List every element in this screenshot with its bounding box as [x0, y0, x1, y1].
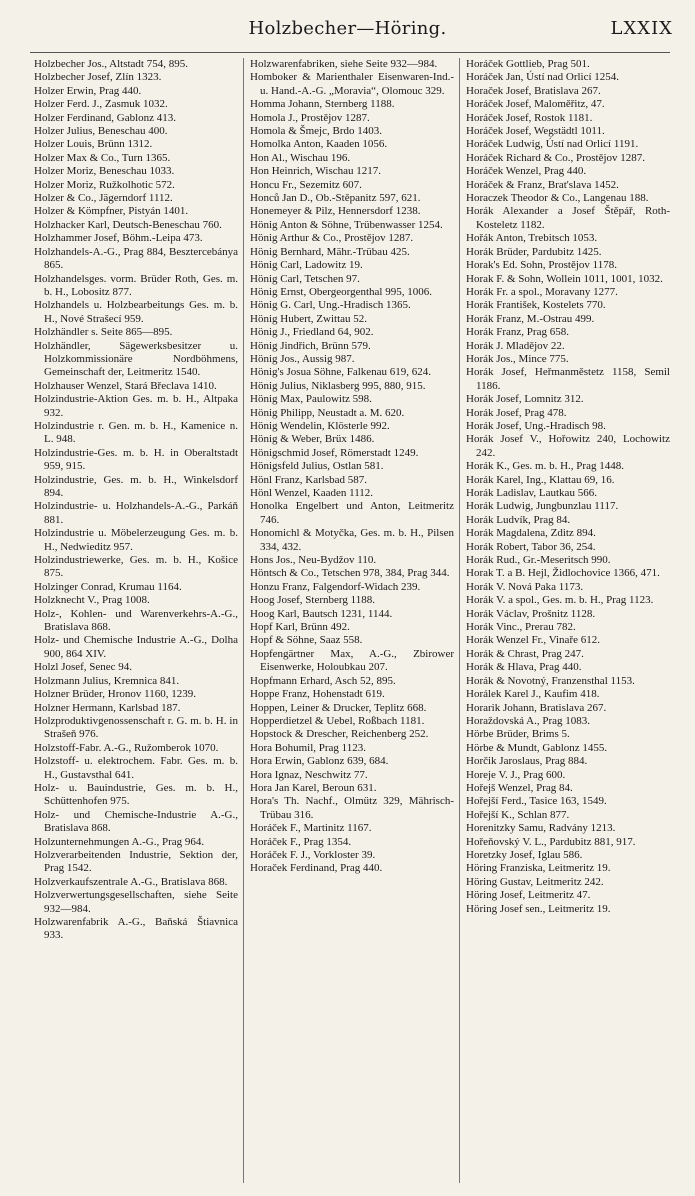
- directory-entry: Horáček & Franz, Brat'slava 1452.: [466, 178, 619, 191]
- directory-entry: Hönig Jos., Aussig 987.: [250, 352, 355, 365]
- directory-entry: Holzindustrie-Ges. m. b. H. in Oberaltstadt 959, 915.: [34, 446, 238, 473]
- directory-entry: Horarik Johann, Bratislava 267.: [466, 701, 607, 714]
- directory-entry: Honemeyer & Pilz, Hennersdorf 1238.: [250, 205, 421, 218]
- directory-entry: Holzhandels u. Holzbearbeitungs Ges. m. b. H., Nové Strašecí 959.: [34, 299, 238, 325]
- directory-entry: Hönigsfeld Julius, Ostlan 581.: [250, 460, 384, 473]
- directory-entry: Holzhandels-A.-G., Prag 884, Besztercebánya 865.: [34, 245, 238, 272]
- directory-entry: Horáček F., Prag 1354.: [250, 835, 352, 848]
- directory-entry: Horaček Ferdinand, Prag 440.: [250, 862, 383, 875]
- directory-entry: Horáček F. J., Vorkloster 39.: [250, 848, 376, 861]
- directory-entry: Hon Al., Wischau 196.: [250, 151, 351, 164]
- directory-entry: Holzer Julius, Beneschau 400.: [34, 125, 168, 138]
- directory-entry: Hönig G. Carl, Ung.-Hradisch 1365.: [250, 299, 411, 312]
- directory-entry: Horaček Josef, Bratislava 267.: [466, 84, 601, 97]
- directory-entry: Holzhauser Wenzel, Stará Břeclava 1410.: [34, 379, 217, 392]
- directory-entry: Horák & Chrast, Prag 247.: [466, 647, 584, 660]
- page-header: [0, 14, 695, 44]
- directory-entry: Homolka Anton, Kaaden 1056.: [250, 138, 388, 151]
- directory-entry: Hopf & Söhne, Saaz 558.: [250, 634, 363, 647]
- directory-entry: Horák Karel, Ing., Klattau 69, 16.: [466, 473, 615, 486]
- directory-entry: Holzner Hermann, Karlsbad 187.: [34, 701, 181, 714]
- directory-entry: Horáček Josef, Rostok 1181.: [466, 111, 593, 124]
- directory-entry: Horák J. Mladějov 22.: [466, 339, 565, 352]
- directory-entry: Horák Jos., Mince 775.: [466, 352, 569, 365]
- directory-entry: Honomichl & Motyčka, Ges. m. b. H., Pilsen 334, 432.: [250, 527, 454, 553]
- directory-entry: Hons Jos., Neu-Bydžov 110.: [250, 554, 377, 567]
- directory-entry: Honolka Engelbert und Anton, Leitmeritz 746.: [250, 500, 454, 526]
- directory-entry: Höring Josef sen., Leitmeritz 19.: [466, 902, 611, 915]
- directory-entry: Horák K., Ges. m. b. H., Prag 1448.: [466, 460, 624, 473]
- header-rule: [30, 52, 670, 53]
- directory-entry: Homola J., Prostějov 1287.: [250, 111, 370, 124]
- directory-entry: Holz- u. Bauindustrie, Ges. m. b. H., Schüttenhofen 975.: [34, 781, 238, 808]
- directory-entry: Homma Johann, Sternberg 1188.: [250, 98, 395, 111]
- directory-entry: Hönig Julius, Niklasberg 995, 880, 915.: [250, 379, 426, 392]
- directory-entry: Horák & Hlava, Prag 440.: [466, 661, 582, 674]
- directory-entry: Holzer Erwin, Prag 440.: [34, 84, 142, 97]
- directory-entry: Höntsch & Co., Tetschen 978, 384, Prag 344.: [250, 567, 450, 580]
- directory-entry: Hopperdietzel & Uebel, Roßbach 1181.: [250, 714, 425, 727]
- directory-entry: Hönig & Weber, Brüx 1486.: [250, 433, 375, 446]
- directory-entry: Horaczek Theodor & Co., Langenau 188.: [466, 192, 649, 205]
- directory-entry: Holz- und Chemische Industrie A.-G., Dolha 900, 864 XIV.: [34, 634, 238, 660]
- directory-entry: Hořejší K., Schlan 877.: [466, 808, 570, 821]
- directory-entry: Hönig Arthur & Co., Prostějov 1287.: [250, 232, 414, 245]
- directory-entry: Holzwarenfabriken, siehe Seite 932—984.: [250, 58, 438, 70]
- directory-entry: Horáček Wenzel, Prag 440.: [466, 165, 587, 178]
- directory-entry: Horák Josef, Ung.-Hradisch 98.: [466, 419, 606, 432]
- directory-entry: Holzbecher Jos., Altstadt 754, 895.: [34, 58, 188, 70]
- directory-entry: Holzindustrie u. Möbelerzeugung Ges. m. b. H., Nedwieditz 957.: [34, 527, 238, 553]
- directory-entry: Holzer Max & Co., Turn 1365.: [34, 151, 171, 164]
- directory-entry: Hoppen, Leiner & Drucker, Teplitz 668.: [250, 701, 427, 714]
- directory-entry: Horak's Ed. Sohn, Prostějov 1178.: [466, 259, 617, 272]
- directory-entry: Honzu Franz, Falgendorf-Widach 239.: [250, 580, 421, 593]
- directory-entry: Hopfengärtner Max, A.-G., Zbirower Eisenwerke, Holoubkau 207.: [250, 647, 454, 674]
- directory-entry: Hořejš Wenzel, Prag 84.: [466, 781, 573, 794]
- directory-entry: Homboker & Marienthaler Eisenwaren-Ind.- u. Hand.-A.-G. „Moravia“, Olomouc 329.: [250, 71, 454, 97]
- directory-entry: Holzindustrie- u. Holzhandels-A.-G., Parkáň 881.: [34, 500, 238, 526]
- directory-entry: Horák Robert, Tabor 36, 254.: [466, 540, 596, 553]
- directory-entry: Hönl Wenzel, Kaaden 1112.: [250, 487, 374, 499]
- directory-entry: Holzer Ferd. J., Zasmuk 1032.: [34, 98, 168, 111]
- directory-entry: Horak T. a B. Hejl, Židlochovice 1366, 471.: [466, 567, 660, 580]
- directory-entry: Holzer Louis, Brünn 1312.: [34, 138, 153, 151]
- directory-entry: Horeje V. J., Prag 600.: [466, 768, 566, 781]
- directory-entry: Holzmann Julius, Kremnica 841.: [34, 674, 180, 687]
- directory-entry: Hořeňovský V. L., Pardubitz 881, 917.: [466, 835, 636, 848]
- column-divider: [459, 58, 460, 1183]
- directory-entry: Horáček Jan, Ústí nad Orlicí 1254.: [466, 71, 620, 84]
- directory-entry: Hopfmann Erhard, Asch 52, 895.: [250, 674, 396, 687]
- directory-entry: Horák Ladislav, Lautkau 566.: [466, 487, 597, 499]
- directory-entry: Hönig Max, Paulowitz 598.: [250, 393, 372, 406]
- directory-entry: Hönig Ernst, Obergeorgenthal 995, 1006.: [250, 285, 432, 298]
- directory-entry: Hönig Wendelin, Klösterle 992.: [250, 419, 390, 432]
- directory-entry: Hörbe Brüder, Brims 5.: [466, 728, 570, 741]
- directory-entry: Horák Franz, Prag 658.: [466, 326, 569, 339]
- directory-entry: Hörbe & Mundt, Gablonz 1455.: [466, 741, 608, 754]
- directory-entry: Holzindustriewerke, Ges. m. b. H., Košice 875.: [34, 554, 238, 580]
- directory-entry: Horák Franz, M.-Ostrau 499.: [466, 312, 595, 325]
- directory-entry: Holzindustrie r. Gen. m. b. H., Kamenice n. L. 948.: [34, 419, 238, 446]
- directory-entry: Holzindustrie-Aktion Ges. m. b. H., Altpaka 932.: [34, 393, 238, 419]
- directory-entry: Hönig Hubert, Zwittau 52.: [250, 312, 368, 325]
- directory-entry: Horáček Josef, Wegstädtl 1011.: [466, 125, 605, 138]
- directory-entry: Hönigschmid Josef, Römerstadt 1249.: [250, 446, 419, 459]
- directory-entry: Horák Magdalena, Zditz 894.: [466, 527, 596, 540]
- directory-entry: Horák Fr. a spol., Moravany 1277.: [466, 285, 618, 298]
- directory-entry: Homola & Šmejc, Brdo 1403.: [250, 125, 382, 138]
- directory-entry: Holzwarenfabrik A.-G., Baňská Štiavnica 933.: [34, 916, 238, 942]
- directory-entry: Horák František, Kostelets 770.: [466, 299, 606, 312]
- directory-entry: Horáček Ludwig, Ústí nad Orlicí 1191.: [466, 138, 639, 151]
- directory-entry: Holzhändler s. Seite 865—895.: [34, 326, 173, 339]
- directory-entry: Holzl Josef, Senec 94.: [34, 661, 133, 674]
- column-3: [466, 58, 670, 1183]
- directory-entry: Horáček F., Martinitz 1167.: [250, 822, 372, 835]
- directory-entry: Höring Josef, Leitmeritz 47.: [466, 889, 591, 902]
- directory-entry: Honcu Fr., Sezemitz 607.: [250, 178, 362, 191]
- directory-entry: Honců Jan D., Ob.-Stěpanitz 597, 621.: [250, 192, 421, 205]
- directory-entry: Hoppe Franz, Hohenstadt 619.: [250, 688, 385, 701]
- directory-entry: Horetzky Josef, Iglau 586.: [466, 848, 583, 861]
- column-divider: [243, 58, 244, 1183]
- directory-entry: Hora Bohumil, Prag 1123.: [250, 741, 366, 754]
- directory-entry: Horák Brüder, Pardubitz 1425.: [466, 245, 602, 258]
- directory-entry: Hönig Carl, Tetschen 97.: [250, 272, 360, 285]
- directory-entry: Hora Ignaz, Neschwitz 77.: [250, 768, 368, 781]
- directory-entry: Holzbecher Josef, Zlín 1323.: [34, 71, 162, 84]
- directory-entry: Horák Josef, Lomnitz 312.: [466, 393, 584, 406]
- directory-entry: Holzhändler, Sägewerksbesitzer u. Holzkommissionäre Nordböhmens, Gemeinschaft der, Leitmeritz 1540.: [34, 339, 238, 379]
- directory-entry: Holzer Moriz, Beneschau 1033.: [34, 165, 175, 178]
- directory-entry: Holzer & Co., Jägerndorf 1112.: [34, 192, 173, 205]
- directory-entry: Horák Václav, Prošnitz 1128.: [466, 607, 596, 620]
- directory-entry: Holzverwertungsgesellschaften, siehe Seite 932—984.: [34, 889, 238, 915]
- directory-entry: Horák Ludvík, Prag 84.: [466, 513, 571, 526]
- directory-entry: Horenitzky Samu, Radvány 1213.: [466, 822, 616, 835]
- directory-entry: Horálek Karel J., Kaufim 418.: [466, 688, 600, 701]
- directory-entry: Horčik Jaroslaus, Prag 884.: [466, 755, 588, 768]
- directory-entry: Hořejší Ferd., Tasice 163, 1549.: [466, 795, 607, 808]
- directory-entry: Hon Heinrich, Wischau 1217.: [250, 165, 382, 178]
- directory-entry: Hora Jan Karel, Beroun 631.: [250, 781, 377, 794]
- directory-entry: Horáček Josef, Maloměřitz, 47.: [466, 98, 605, 111]
- directory-entry: Holzverarbeitenden Industrie, Sektion der, Prag 1542.: [34, 848, 238, 875]
- directory-entry: Horák Ludwig, Jungbunzlau 1117.: [466, 500, 619, 513]
- directory-entry: Holzhacker Karl, Deutsch-Beneschau 760.: [34, 218, 222, 231]
- directory-entry: Holzunternehmungen A.-G., Prag 964.: [34, 835, 205, 848]
- directory-entry: Horák Rud., Gr.-Meseritsch 990.: [466, 554, 611, 567]
- directory-entry: Holz- und Chemische-Industrie A.-G., Bratislava 868.: [34, 808, 238, 835]
- directory-entry: Horák Alexander a Josef Štěpář, Roth-Kosteletz 1182.: [466, 205, 670, 231]
- directory-entry: Hora's Th. Nachf., Olmütz 329, Mährisch-Trübau 316.: [250, 795, 454, 821]
- directory-entry: Holzer & Kömpfner, Pistyán 1401.: [34, 205, 189, 218]
- directory-entry: Hönig's Josua Söhne, Falkenau 619, 624.: [250, 366, 432, 379]
- directory-entry: Holzhammer Josef, Böhm.-Leipa 473.: [34, 232, 203, 245]
- directory-entry: Holzverkaufszentrale A.-G., Bratislava 868.: [34, 875, 228, 888]
- page-number: LXXIX: [610, 18, 673, 39]
- directory-entry: Horák V. a spol., Ges. m. b. H., Prag 1123.: [466, 594, 654, 607]
- directory-entry: Hopstock & Drescher, Reichenberg 252.: [250, 728, 429, 741]
- directory-entry: Hönig Jindřich, Brünn 579.: [250, 339, 371, 352]
- directory-entry: Holzstoff-Fabr. A.-G., Ružomberok 1070.: [34, 741, 219, 754]
- directory-entry: Hönig Carl, Ladowitz 19.: [250, 259, 363, 272]
- directory-entry: Holzstoff- u. elektrochem. Fabr. Ges. m. b. H., Gustavsthal 641.: [34, 755, 238, 781]
- directory-entry: Horák Wenzel Fr., Vinaře 612.: [466, 634, 600, 647]
- directory-entry: Hořák Anton, Trebitsch 1053.: [466, 232, 598, 245]
- entry-columns: [30, 58, 670, 1183]
- directory-entry: Hora Erwin, Gablonz 639, 684.: [250, 755, 389, 768]
- directory-entry: Holzinger Conrad, Krumau 1164.: [34, 580, 182, 593]
- directory-entry: Horáček Gottlieb, Prag 501.: [466, 58, 590, 70]
- directory-entry: Hönig Anton & Söhne, Trübenwasser 1254.: [250, 218, 443, 231]
- directory-entry: Holz-, Kohlen- und Warenverkehrs-A.-G., Bratislava 868.: [34, 607, 238, 634]
- directory-entry: Horaždovská A., Prag 1083.: [466, 714, 591, 727]
- directory-entry: Horák Vinc., Prerau 782.: [466, 621, 576, 634]
- directory-entry: Höring Franziska, Leitmeritz 19.: [466, 862, 611, 875]
- directory-entry: Hönig Bernhard, Mähr.-Trübau 425.: [250, 245, 410, 258]
- directory-entry: Hoog Karl, Bautsch 1231, 1144.: [250, 607, 393, 620]
- directory-entry: Horák Josef, Prag 478.: [466, 406, 567, 419]
- directory-entry: Horák & Novotný, Franzensthal 1153.: [466, 674, 635, 687]
- directory-entry: Holzproduktivgenossenschaft r. G. m. b. H. in Strašeň 976.: [34, 714, 238, 741]
- directory-entry: Horák Josef V., Hořowitz 240, Lochowitz 242.: [466, 433, 670, 459]
- directory-entry: Horák Josef, Heřmanměstetz 1158, Semil 1186.: [466, 366, 670, 392]
- directory-entry: Hönig J., Friedland 64, 902.: [250, 326, 374, 339]
- directory-entry: Horak F. & Sohn, Wollein 1011, 1001, 1032.: [466, 272, 663, 285]
- directory-entry: Höring Gustav, Leitmeritz 242.: [466, 875, 604, 888]
- column-1: [34, 58, 238, 1183]
- directory-entry: Hönig Philipp, Neustadt a. M. 620.: [250, 406, 405, 419]
- directory-entry: Hoog Josef, Sternberg 1188.: [250, 594, 375, 607]
- directory-entry: Horák V. Nová Paka 1173.: [466, 580, 584, 593]
- directory-entry: Hönl Franz, Karlsbad 587.: [250, 473, 368, 486]
- column-2: [250, 58, 454, 1183]
- directory-entry: Hopf Karl, Brünn 492.: [250, 621, 350, 634]
- page-title: Holzbecher—Höring.: [248, 18, 447, 39]
- directory-entry: Holzindustrie, Ges. m. b. H., Winkelsdorf 894.: [34, 473, 238, 499]
- directory-entry: Holzer Moriz, Ružkolhotic 572.: [34, 178, 175, 191]
- directory-entry: Holzhandelsges. vorm. Brüder Roth, Ges. m. b. H., Lobositz 877.: [34, 272, 238, 298]
- directory-entry: Holzer Ferdinand, Gablonz 413.: [34, 111, 177, 124]
- directory-entry: Holzner Brüder, Hronov 1160, 1239.: [34, 688, 196, 701]
- directory-entry: Horáček Richard & Co., Prostějov 1287.: [466, 151, 646, 164]
- directory-entry: Holzknecht V., Prag 1008.: [34, 594, 150, 607]
